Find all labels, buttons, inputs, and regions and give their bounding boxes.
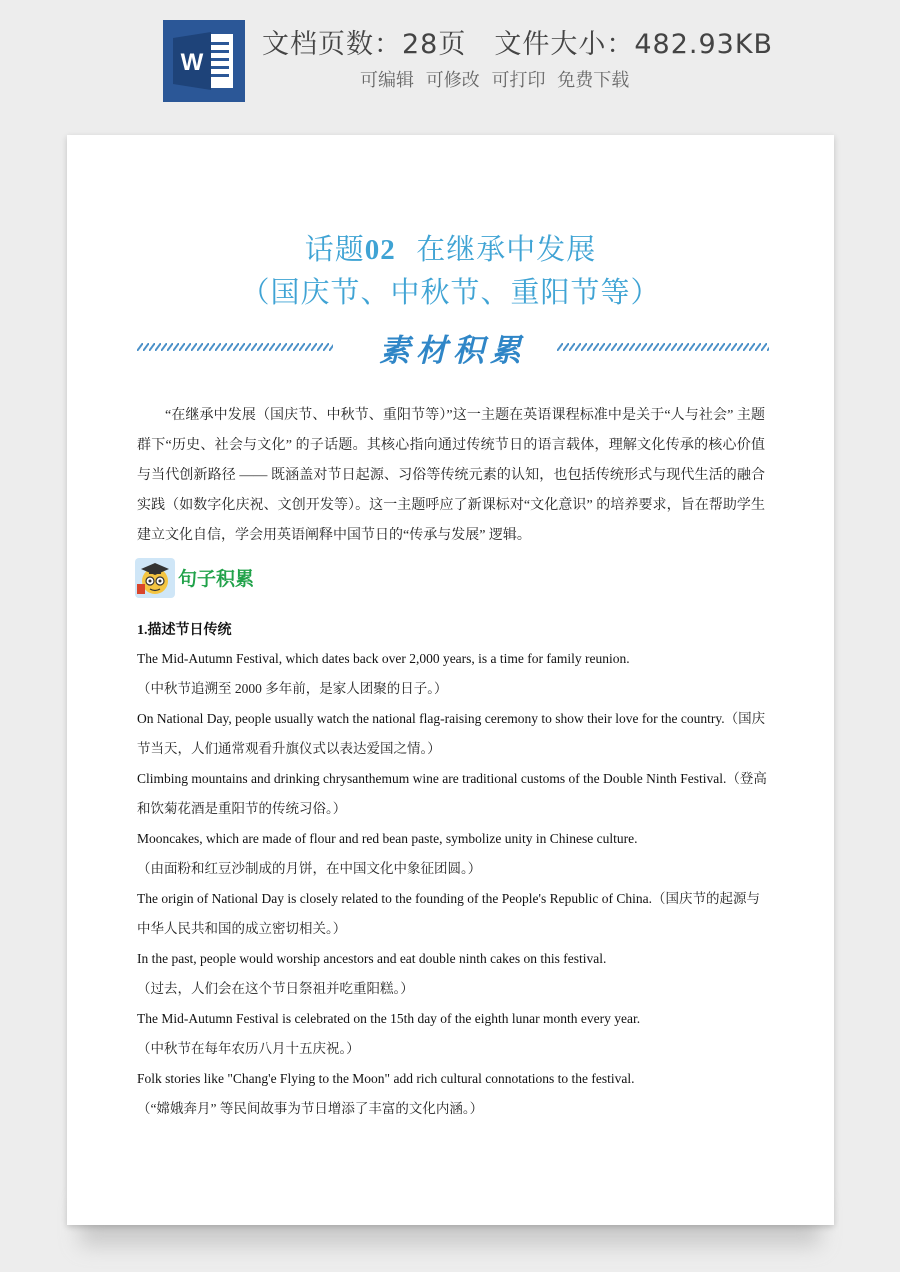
sentence-item [137,944,767,1004]
sentence-en: On National Day, people usually watch the national flag-raising ceremony to show their love for the country. [137,711,725,726]
page-count: 文档页数：28页 [262,29,467,60]
sentence-zh: （过去，人们会在这个节日祭祖并吃重阳糕。） [137,981,414,996]
sentence-en: The origin of National Day is closely related to the founding of the People's Republic of China. [137,891,652,906]
title-prefix: 话题 [304,232,365,266]
sentence-item [137,704,767,764]
sentence-en: In the past, people would worship ancestors and eat double ninth cakes on this festival. [137,951,607,966]
document-page[interactable] [67,135,834,1225]
page-title [67,227,834,268]
intro-paragraph: “在继承中发展（国庆节、中秋节、重阳节等）”这一主题在英语课程标准中是关于“人与社会” 主题群下“历史、社会与文化” 的子话题。其核心指向通过传统节日的语言载体，理解文化传承的核心价值与当代创新路径 —— 既涵盖对节日起源、习俗等传统元素的认知，也包括传统形式与现代生活的融合实践（如数字化庆祝、文创开发等）。这一主题呼应了新课标对“文化意识” 的培养要求，旨在帮助学生建立文化自信，学会用英语阐释中国节日的“传承与发展” 逻辑。 [137,408,765,543]
word-icon [163,20,245,102]
sentence-en: The Mid-Autumn Festival, which dates back over 2,000 years, is a time for family reunion. [137,651,630,666]
file-info [262,22,773,61]
feature-free-download: 免费下载 [557,70,630,91]
sentence-zh: （中秋节追溯至 2000 多年前，是家人团聚的日子。） [137,681,448,696]
sentence-item [137,824,767,884]
page-subtitle: （国庆节、中秋节、重阳节等） [240,275,661,309]
sentence-zh: （国庆节当天，人们通常观看升旗仪式以表达爱国之情。） [137,711,766,756]
feature-modifiable: 可修改 [425,70,480,91]
feature-list [360,66,629,92]
sentence-item [137,884,767,944]
section-banner [137,329,769,369]
sentence-en: Folk stories like "Chang'e Flying to the Moon" add rich cultural connotations to the festival. [137,1071,635,1086]
sentence-zh: （“嫦娥奔月” 等民间故事为节日增添了丰富的文化内涵。） [137,1101,484,1116]
sentence-en: The Mid-Autumn Festival is celebrated on the 15th day of the eighth lunar month every year. [137,1011,641,1026]
sentence-en: Mooncakes, which are made of flour and red bean paste, symbolize unity in Chinese culture. [137,831,638,846]
sentence-en: Climbing mountains and drinking chrysanthemum wine are traditional customs of the Double Ninth Festival. [137,771,727,786]
feature-editable: 可编辑 [360,70,414,91]
subhead-label: 句子积累 [178,568,255,590]
sentence-item [137,1064,767,1124]
sentence-item [137,1004,767,1064]
file-size: 文件大小：482.93KB [494,29,774,60]
subhead-sentence-collection [135,556,335,600]
sentence-list [137,644,767,1124]
download-banner [0,0,900,120]
sentence-zh: （国庆节的起源与中华人民共和国的成立密切相关。） [137,891,760,936]
sentence-zh: （登高和饮菊花酒是重阳节的传统习俗。） [137,771,767,816]
sentence-zh: （中秋节在每年农历八月十五庆祝。） [137,1041,360,1056]
sentence-zh: （由面粉和红豆沙制成的月饼，在中国文化中象征团圆。） [137,861,482,876]
scholar-avatar-icon [135,558,175,598]
section-title: 素材积累 [379,333,527,369]
svg-text:W: W [180,49,204,76]
topic-heading: 1.描述节日传统 [137,623,232,638]
feature-printable: 可打印 [491,70,546,91]
sentence-item [137,644,767,704]
sentence-item [137,764,767,824]
title-name: 在继承中发展 [416,232,597,266]
stripe-decoration [557,343,769,351]
title-number: 02 [364,234,396,266]
